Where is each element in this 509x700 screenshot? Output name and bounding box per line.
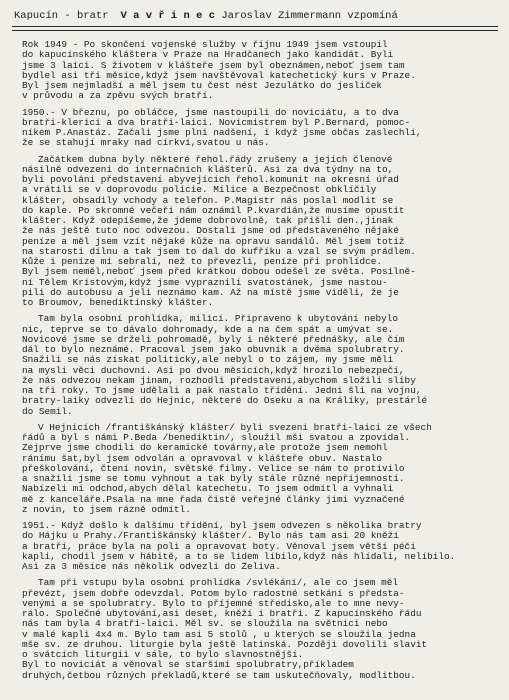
paragraph [22,423,500,515]
text-line: a snažili jsme se tomu vyhnout a tak byly stále různé nepříjemnosti. [22,474,405,484]
text-line: bratři-klerici a dva bratři-laici. Novicmistrem byl P.Bernard, pomoc- [22,117,411,128]
text-line: kapli, chodil jsem v hábitě, a to se lidem líbilo,když nás hlídali, nelíbilo. [22,551,456,562]
text-line: Nabízeli mi odchod,abych dělal katechetu. To jsem odmítl a vyhnali [22,484,394,495]
text-line: na starosti dílnu a tak jsem to dal do kufříku a vzal se svým prádlem. [22,246,416,257]
text-line: Novicové jsme se drželi pohromadě, byly i některé přednášky, ale čím [22,334,405,345]
text-line: ní Tělem Kristovým,když jsme vypraznili svatostánek, jsme nastou- [22,277,388,288]
document-title: V a v ř i n e c [120,10,216,22]
text-line: přeškolování, čtení novin, světské filmy. Velice se nám to protivilo [22,463,405,474]
text-line: Tam při vstupu byla osobní prohlídka /svlékání/, ale co jsem měl [38,578,399,589]
text-line: bratry-laiky odvezli do Hejnic, některé do Oseku a na Králíky, prestárlé [22,396,428,407]
text-line: na mysli věci duchovní. Asi po dvou měsících,když hrozilo nebezpečí, [22,365,405,376]
text-line: bydlel asi tři měsíce,když jsem navštěvoval katechetický kurs v Praze. [22,70,416,81]
text-line: že nás odvezou nekam jinam, rozhodli představení,abychom složili sliby [22,375,416,386]
text-line: Začátkem dubna byly některé řehol.řády zrušeny a jejich členové [38,154,393,165]
text-line: nás tam byla 4 bratři-laici. Měl sv. se sloužila na světnici nebo [22,619,388,630]
paragraph [22,314,500,417]
text-line: do kaple. Po skromné večeři nám oznámil P.kvardián,že musíme opustit [22,205,405,216]
text-line: násilně odvezeni do internačních klášterů. Asi za dva týdny na to, [22,164,394,175]
text-line: Snažili se nás získat politicky,ale nebyl o to zájem, my jsme měli [22,355,394,366]
page-header [14,10,498,23]
text-line: v malé kapli 4x4 m. Bylo tam asi 5 stolů , u kterých se sloužila jedna [22,629,416,640]
text-line: pili do autobusu a jeli neznámo kam. Až na místě jsme viděli, že je [22,287,399,298]
text-line: nic, teprve se to dávalo dohromady, kde a na čem spát a umývat se. [22,324,394,335]
text-line: do Hájku u Prahy./Františkánský klášter/. Bylo nás tam asi 20 kněží [22,531,399,542]
text-line: Kůže i peníze mi sebrali, než to převezli, peníze při prohlídce. [22,257,383,267]
text-line: Byl jsem nejmladší a měl jsem tu čest nést Jezulátko do jesliček [22,81,383,91]
text-line: Asi za 3 měsíce nás několik odvezli do Želiva. [22,562,281,572]
document-body [22,40,500,700]
text-line: a vrátili se v doprovodu policie. Milice a Bezpečnost obklíčily [22,185,377,196]
paragraph [22,578,500,681]
text-line: z novin, to jsem rázně odmítl. [22,504,191,515]
paragraph [22,40,500,102]
text-line: ránímu šat,byl jsem odvolán a opravoval v klášteře obuv. Nastalo [22,453,383,464]
text-line: do Semil. [22,406,73,417]
header-rule-bottom [12,30,498,31]
text-line: V Hejnicích /františkánský klášter/ byli svezeni bratři-laici ze všech [38,422,432,433]
text-line: druhých,četbou různých překladů,které se tam uskutečňovaly, modlitbou. [22,670,416,681]
text-line: že se stahují mraky nad církví,svatou u nás. [22,138,270,149]
text-line: dál to bylo neznámé. Pracoval jsem jako obuvník a dvěma spolubratry. [22,345,405,355]
text-line: to Broumov, benediktinský klášter. [22,298,214,308]
text-line: Byl jsem neměl,neboť jsem před krátkou dobou odešel ze světa. Posilně- [22,267,416,278]
text-line: na tři roky. To jsme udělali a pak nastalo třídění. Jedni šli na vojnu, [22,386,422,396]
text-line: peníze a měl jsem vzít nějaké kůže na opravu sandálů. Měl jsem totiž [22,236,405,247]
text-line: o svátcích liturgii v sále, to bylo slavnostnější. [22,650,304,660]
header-label: Kapucín - bratr [14,10,109,22]
text-line: řádů a byl s námi P.Beda /benediktin/, sloužil mši svatou a zpovídal. [22,433,411,443]
paragraph [22,521,500,572]
text-line: že nás ještě tuto noc odvezou. Dostali jsme od představeného nějaké [22,226,399,237]
text-line: v průvodu a za zpěvu svých bratří. [22,91,214,102]
text-line: do kapucínského kláštera v Praze na Hradčanech jako kandidát. Byli [22,50,394,61]
text-line: mše sv. ze druhou. liturgie byla ještě latinská. Později dovolili slavit [22,639,428,650]
text-line: rálo. Společné ubytování,asi deset, kněží i bratři. Z kapucínského řádu [22,609,422,619]
text-line: 1950.- V březnu, po obláčce, jsme nastoupili do noviciátu, a to dva [22,107,399,118]
paragraph [22,108,500,149]
text-line: převézt, jsem dobře odevzdal. Potom bylo radostné setkání s předsta- [22,588,405,599]
document-subtitle: Jaroslav Zimmermann vzpomíná [221,10,398,22]
text-line: a bratří, práce byla na poli a opravovat boty. Věnoval jsem větší péči [22,541,416,552]
text-line: byli povoláni představení abyvejících řehol.komunit na okresní úřad [22,175,399,185]
paragraph [22,155,500,309]
text-line: klášter, obsadily vchody a telefon. P.Magistr nás poslal modlit se [22,195,394,206]
text-line: Tam byla osobní prohlídka, milicí. Připraveno k ubytování nebylo [38,314,399,325]
header-rule-top [12,26,498,27]
text-line: Rok 1949 - Po skončení vojenské služby v říjnu 1949 jsem vstoupil [22,40,388,50]
text-line: mě z kanceláře.Psala na mne řada čistě veřejné články jimi vyznačené [22,494,405,505]
text-line: níkem P.Anastáz. Začali jsme plni nadšení, i když jsme občas zaslechli, [22,128,422,138]
text-line: venými a se spolubratry. Bylo to příjemné středisko,ale to mne nevy- [22,598,405,609]
text-line: 1951.- Když došlo k dalšímu třídění, byl jsem odvezen s několika bratry [22,521,422,531]
text-line: jsme 3 laici. S životem v klášteře jsem byl obeznámen,neboť jsem tam [22,60,405,71]
text-line: klášter. Když odepíšeme,že jdeme dobrovolně, tak přišli den.,jinak [22,216,394,226]
text-line: Byl to noviciát a věnoval se staršími spolubratry,příkladem [22,660,354,671]
text-line: Zejprve jsme chodili do keramické továrny,ale protože jsem nemohl [22,443,388,454]
